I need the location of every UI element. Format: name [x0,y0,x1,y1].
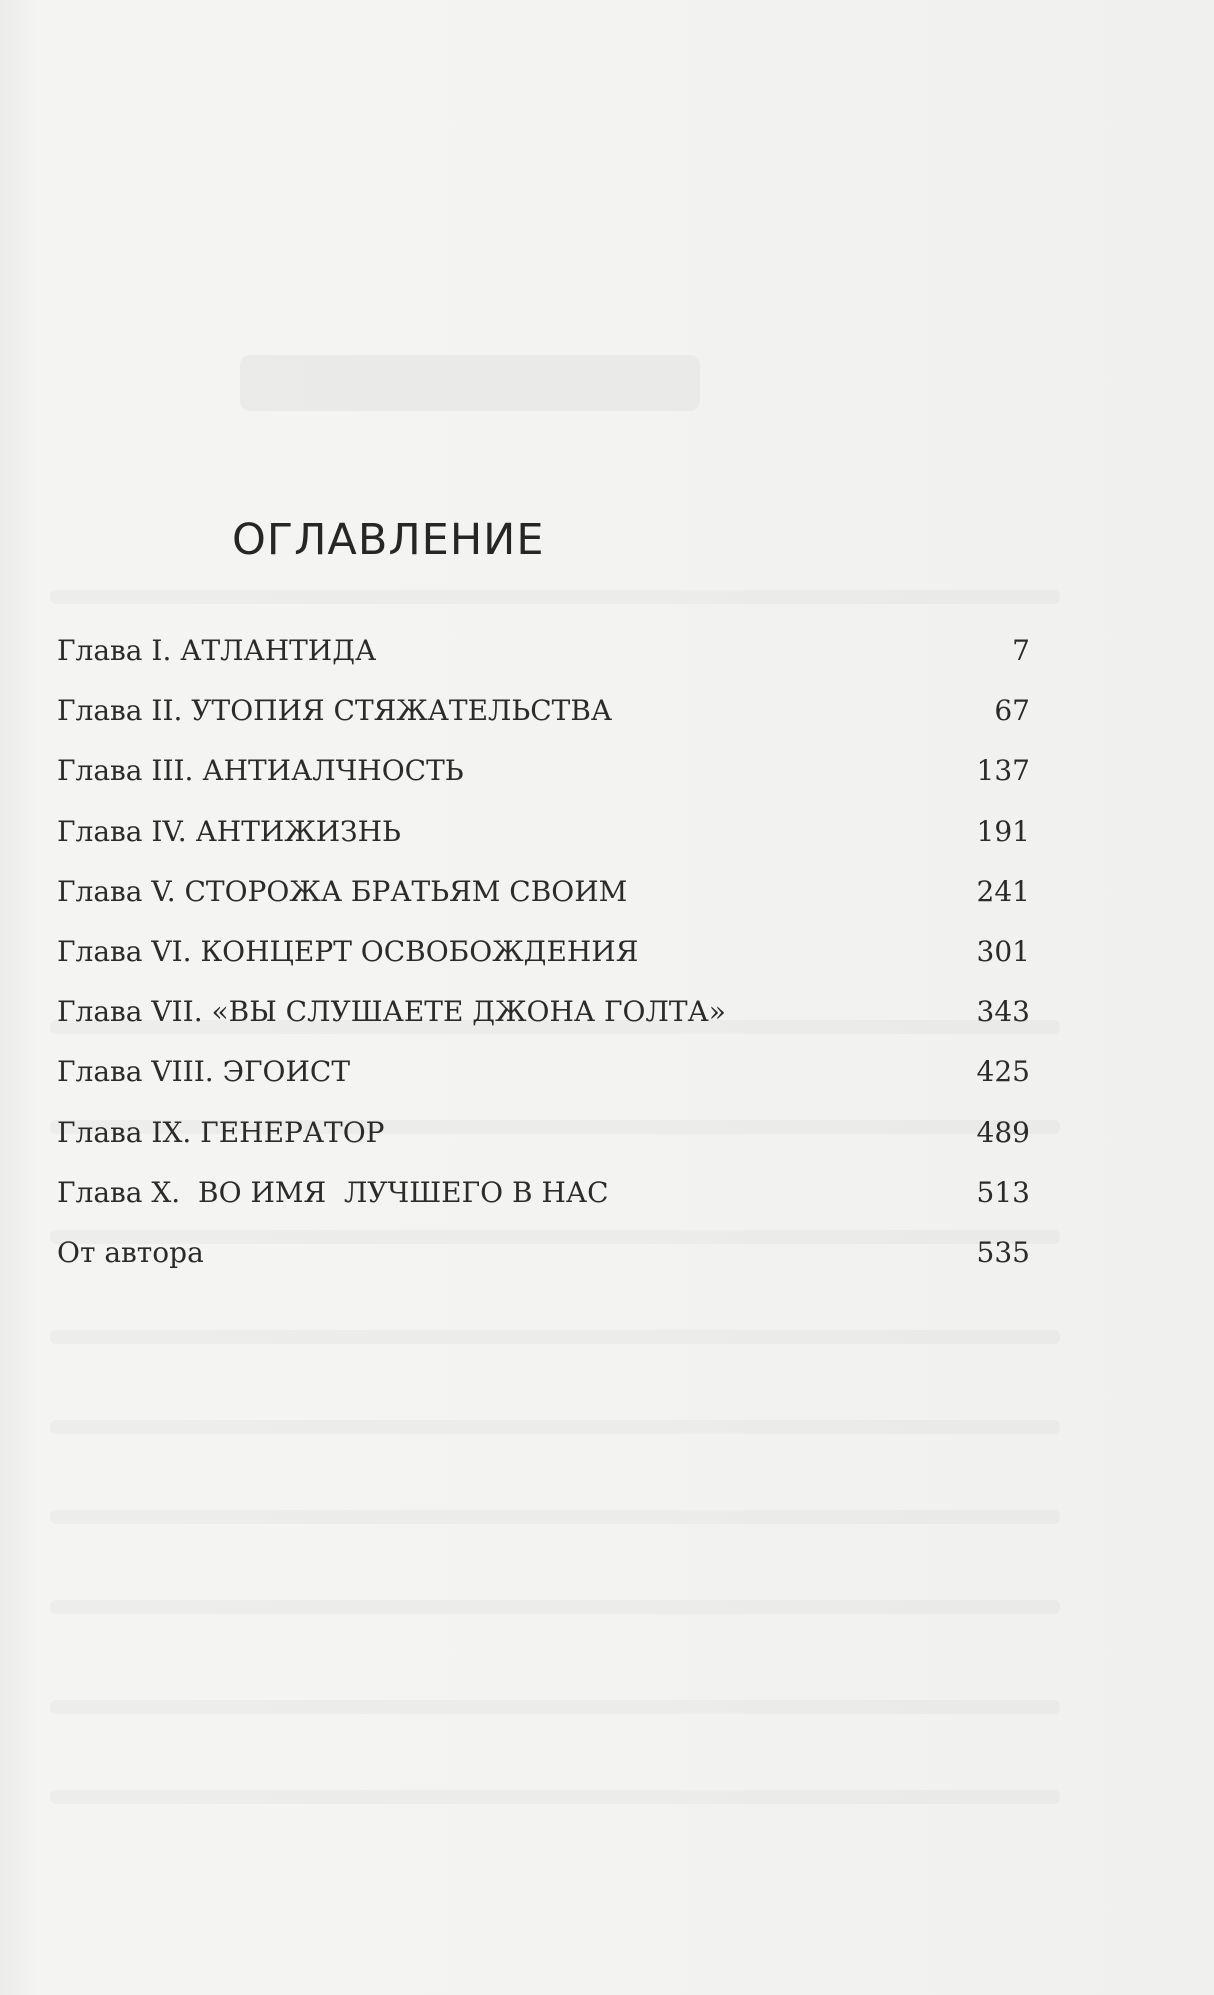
toc-entry[interactable] [57,1048,1030,1108]
toc-entry-title: Глава IV. АНТИЖИЗНЬ [57,814,401,848]
toc-entry-title: Глава IX. ГЕНЕРАТОР [57,1115,385,1149]
show-through-line [50,1600,1060,1614]
toc-entry-page: 241 [976,874,1030,908]
toc-entry-page: 425 [976,1055,1030,1089]
toc-entry-title: Глава VI. КОНЦЕРТ ОСВОБОЖДЕНИЯ [57,934,639,968]
toc-entry[interactable] [57,1109,1030,1169]
toc-entry-title: Глава VIII. ЭГОИСТ [57,1055,351,1089]
toc-entry[interactable] [57,928,1030,988]
toc-entry-title: Глава X. ВО ИМЯ ЛУЧШЕГО В НАС [57,1175,609,1209]
toc-entry[interactable] [57,747,1030,807]
show-through-line [50,1330,1060,1344]
toc-entry-title: От автора [57,1235,204,1269]
toc-entry-page: 513 [976,1175,1030,1209]
toc-entry-title: Глава II. УТОПИЯ СТЯЖАТЕЛЬСТВА [57,694,613,728]
toc-entry-page: 489 [976,1115,1030,1149]
toc-entry[interactable] [57,808,1030,868]
toc-entry-page: 301 [976,934,1030,968]
show-through-line [50,1420,1060,1434]
toc-entry-title: Глава V. СТОРОЖА БРАТЬЯМ СВОИМ [57,874,628,908]
toc-entry[interactable] [57,868,1030,928]
toc-entry-page: 137 [976,754,1030,788]
toc-entry-page: 191 [976,814,1030,848]
toc-entry[interactable] [57,1169,1030,1229]
show-through-line [50,1790,1060,1804]
toc-entry-page: 535 [976,1235,1030,1269]
toc-entry[interactable] [57,1229,1030,1289]
toc-entry-page: 67 [994,694,1030,728]
table-of-contents [57,627,1030,1289]
toc-entry[interactable] [57,687,1030,747]
toc-entry-page: 7 [1012,634,1030,667]
toc-entry[interactable] [57,988,1030,1048]
toc-heading: ОГЛАВЛЕНИЕ [232,515,545,565]
show-through-line [50,590,1060,604]
toc-entry-page: 343 [976,995,1030,1029]
show-through-heading [240,355,700,411]
show-through-line [50,1700,1060,1714]
toc-entry[interactable] [57,627,1030,687]
show-through-line [50,1510,1060,1524]
toc-entry-title: Глава III. АНТИАЛЧНОСТЬ [57,754,464,788]
toc-entry-title: Глава VII. «ВЫ СЛУШАЕТЕ ДЖОНА ГОЛТА» [57,995,726,1029]
toc-entry-title: Глава I. АТЛАНТИДА [57,634,377,667]
